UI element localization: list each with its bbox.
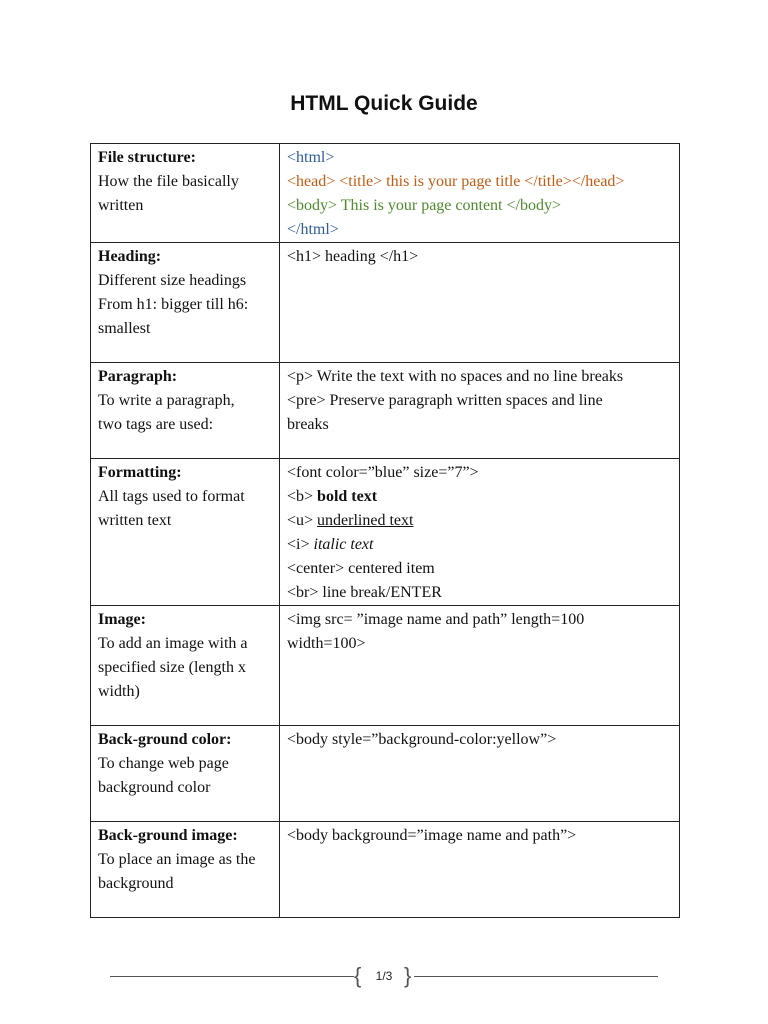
row-label: File structure: [98, 149, 196, 166]
code-line: <img src= ”image name and path” length=100 [287, 611, 585, 628]
code-line: width=100> [287, 635, 366, 652]
table-row [91, 363, 680, 459]
code-line: <html> [287, 149, 335, 166]
row-label: Heading: [98, 248, 162, 265]
footer-rule-left [110, 976, 354, 977]
row-description-line: To write a paragraph, [98, 392, 235, 409]
code-line: <head> <title> this is your page title </title></head> [287, 173, 625, 190]
row-description-line: background color [98, 779, 211, 796]
row-description-line: specified size (length x [98, 659, 246, 676]
center-example: centered item [348, 560, 435, 577]
quick-guide-table [90, 143, 680, 918]
row-label: Paragraph: [98, 368, 178, 385]
table-row [91, 243, 680, 363]
code-line: <body background=”image name and path”> [287, 827, 577, 844]
code-tag: <center> [287, 560, 349, 577]
code-tag: <b> [287, 488, 318, 505]
code-line [287, 581, 673, 605]
code-line: <h1> heading </h1> [287, 248, 419, 265]
row-code-cell [280, 822, 680, 918]
row-code-cell [280, 459, 680, 606]
row-label: Back-ground color: [98, 731, 232, 748]
row-label-cell [91, 243, 280, 363]
row-label-cell [91, 606, 280, 726]
row-code-cell [280, 606, 680, 726]
table-row [91, 726, 680, 822]
row-label-cell [91, 726, 280, 822]
row-code-cell [280, 144, 680, 243]
code-line [287, 509, 673, 533]
footer-rule-right [414, 976, 658, 977]
code-tag: <u> [287, 512, 318, 529]
code-line: breaks [287, 416, 329, 433]
row-description-line: two tags are used: [98, 416, 214, 433]
code-line [287, 485, 673, 509]
row-description-line: To add an image with a [98, 635, 248, 652]
row-description-line: To change web page [98, 755, 229, 772]
row-code-cell [280, 243, 680, 363]
underline-example: underlined text [317, 512, 414, 529]
row-label-cell [91, 822, 280, 918]
page-footer [110, 964, 658, 990]
right-brace-icon: } [404, 963, 412, 988]
row-description-line: width) [98, 683, 140, 700]
code-line: <body style=”background-color:yellow”> [287, 731, 557, 748]
table-row [91, 822, 680, 918]
row-description-line: All tags used to format [98, 488, 245, 505]
code-line [287, 557, 673, 581]
row-label-cell [91, 459, 280, 606]
page-title: HTML Quick Guide [290, 92, 478, 115]
code-line [287, 461, 673, 485]
table-row [91, 606, 680, 726]
table-row [91, 459, 680, 606]
row-code-cell [280, 363, 680, 459]
left-brace-icon: { [354, 963, 362, 988]
italic-example: italic text [313, 536, 374, 553]
row-description-line: background [98, 875, 174, 892]
row-label-cell [91, 363, 280, 459]
code-line: <p> Write the text with no spaces and no line breaks [287, 368, 624, 385]
row-code-cell [280, 726, 680, 822]
row-description-line: To place an image as the [98, 851, 256, 868]
code-tag: <br> [287, 584, 323, 601]
row-label: Back-ground image: [98, 827, 238, 844]
page-number: 1/3 [375, 969, 393, 983]
row-description-line: written [98, 197, 144, 214]
row-description-line: How the file basically [98, 173, 239, 190]
code-line [287, 533, 673, 557]
code-line: <body> This is your page content </body> [287, 197, 561, 214]
row-label-cell [91, 144, 280, 243]
row-description-line: From h1: bigger till h6: [98, 296, 249, 313]
row-description-line: written text [98, 512, 172, 529]
linebreak-example: line break/ENTER [322, 584, 442, 601]
table-row [91, 144, 680, 243]
code-line: </html> [287, 221, 339, 238]
row-description-line: smallest [98, 320, 151, 337]
code-line: <pre> Preserve paragraph written spaces and line [287, 392, 603, 409]
row-label: Formatting: [98, 464, 182, 481]
bold-example: bold text [317, 488, 378, 505]
code-tag: <i> [287, 536, 314, 553]
code-tag: <font color=”blue” size=”7”> [287, 464, 479, 481]
row-description-line: Different size headings [98, 272, 247, 289]
row-label: Image: [98, 611, 146, 628]
